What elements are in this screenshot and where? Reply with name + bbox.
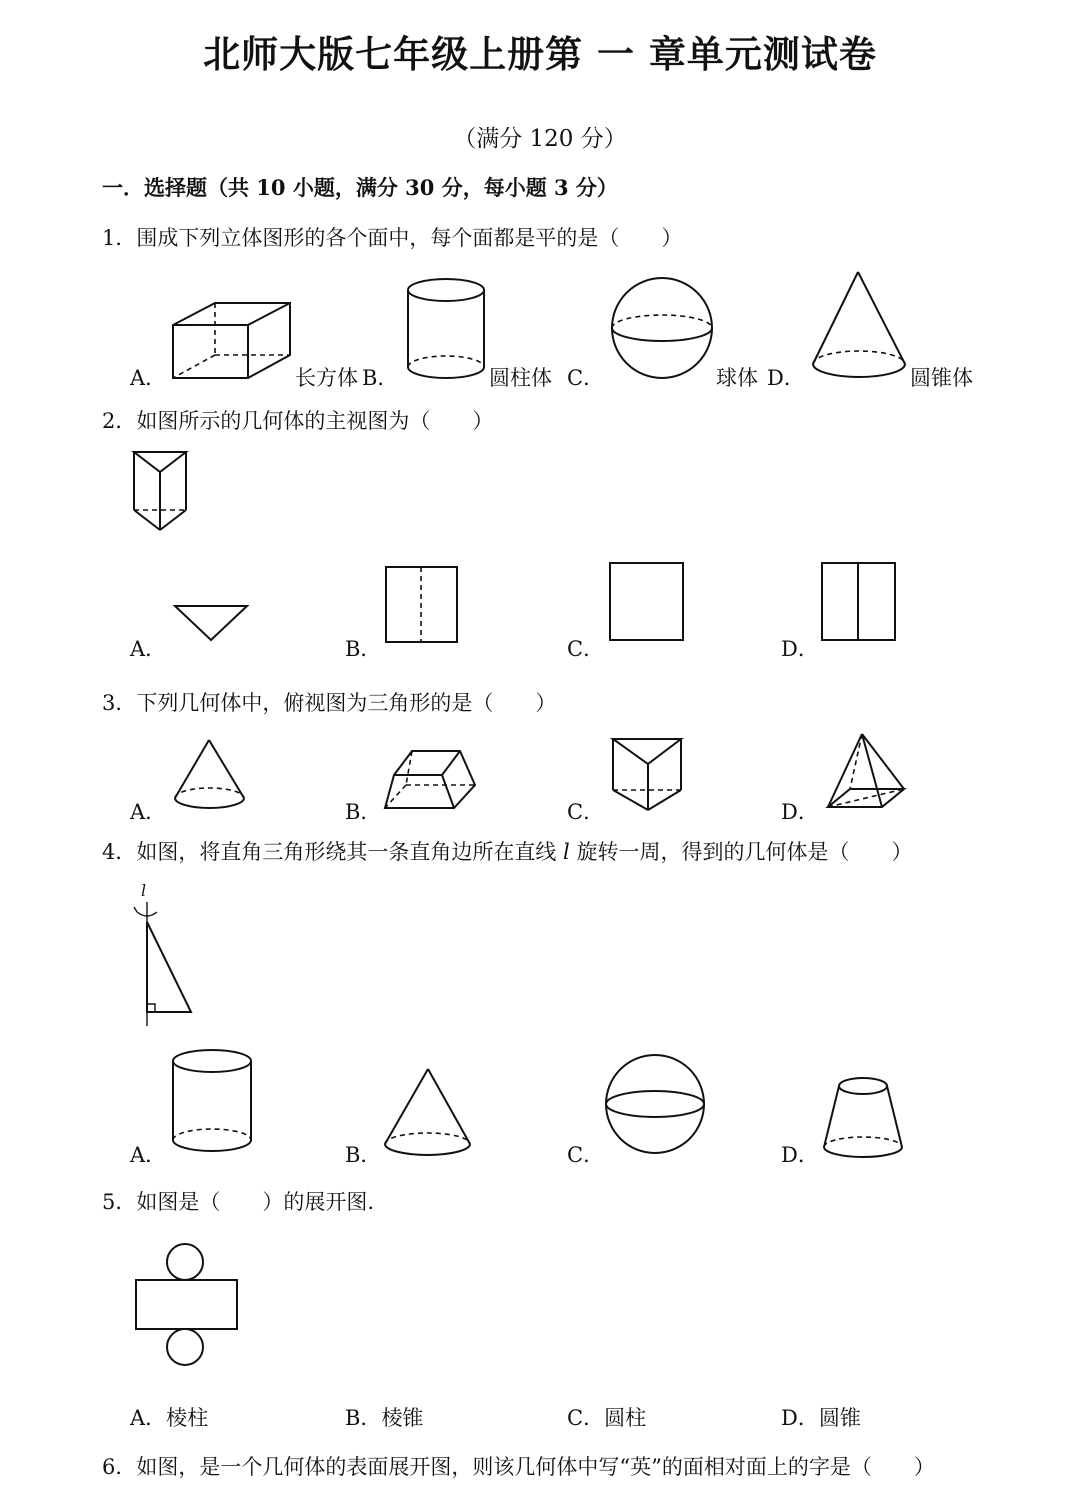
question-5-text: 5．如图是（ ）的展开图. [102, 1190, 375, 1214]
q4-option-c-label: C． [567, 1143, 605, 1167]
question-1-text: 1．围成下列立体图形的各个面中，每个面都是平的是（ ） [102, 226, 683, 250]
q5-option-c-text: 圆柱 [604, 1406, 647, 1430]
sphere-figure [610, 276, 715, 381]
q4-option-a-label: A． [130, 1143, 167, 1167]
question-2-text: 2．如图所示的几何体的主视图为（ ） [102, 409, 494, 433]
cone-figure-small [172, 737, 248, 813]
page-title: 北师大版七年级上册第 一 章单元测试卷 [203, 33, 877, 76]
question-6-text: 6．如图，是一个几何体的表面展开图，则该几何体中写“英”的面相对面上的字是（ ） [102, 1455, 935, 1479]
cylinder-net-figure [133, 1242, 243, 1372]
frustum-prism-figure [382, 745, 480, 813]
q1-option-c-shape: 球体 [716, 366, 758, 390]
cylinder-figure-q4 [170, 1048, 256, 1158]
q1-option-d-shape: 圆锥体 [910, 366, 973, 390]
q2-option-b-label: B． [345, 637, 382, 661]
q5-option-c-label: C． [567, 1406, 605, 1430]
q1-option-b-label: B． [362, 366, 399, 390]
q2-option-d-label: D． [781, 637, 819, 661]
q1-option-a-shape: 长方体 [295, 366, 358, 390]
question-4-text-end: 旋转一周，得到的几何体是（ ） [569, 840, 913, 864]
triangle-view [172, 603, 252, 645]
q1-option-c-label: C． [567, 366, 605, 390]
q5-option-d[interactable] [781, 1402, 861, 1432]
cone-figure-q4 [382, 1066, 474, 1158]
square-pyramid-figure [824, 731, 910, 813]
q5-option-c[interactable] [567, 1402, 646, 1432]
cuboid-figure [170, 300, 295, 385]
right-triangle-rotation-figure [125, 880, 200, 1030]
section-heading: 一．选择题（共 10 小题，满分 30 分，每小题 3 分） [102, 175, 618, 200]
q2-option-a-label: A． [130, 637, 167, 661]
q5-option-a[interactable] [130, 1402, 208, 1432]
square-view [608, 561, 686, 643]
rectangle-dashed-line-view [384, 565, 460, 645]
triangular-prism-figure [132, 450, 190, 536]
question-4-text [102, 836, 912, 866]
q3-option-d-label: D． [781, 800, 819, 824]
q1-option-a-label: A． [130, 366, 167, 390]
question-4-text-start: 4．如图，将直角三角形绕其一条直角边所在直线 [102, 840, 564, 864]
q4-option-d-label: D． [781, 1143, 819, 1167]
q5-option-d-text: 圆锥 [818, 1406, 861, 1430]
question-4-axis-variable: l [563, 840, 570, 864]
q5-option-a-label: A． [130, 1406, 167, 1430]
q5-option-a-text: 棱柱 [166, 1406, 209, 1430]
q5-option-b[interactable] [345, 1402, 423, 1432]
q5-option-b-label: B． [345, 1406, 382, 1430]
triangular-prism-figure-small [610, 736, 685, 814]
cone-figure [810, 270, 910, 382]
axis-l-label: l [141, 881, 147, 900]
q3-option-c-label: C． [567, 800, 605, 824]
q2-option-c-label: C． [567, 637, 605, 661]
q5-option-d-label: D． [781, 1406, 819, 1430]
full-score-note: （满分 120 分） [453, 126, 627, 152]
frustum-figure [820, 1075, 906, 1160]
q5-option-b-text: 棱锥 [381, 1406, 424, 1430]
cylinder-figure [405, 277, 490, 382]
q1-option-b-shape: 圆柱体 [489, 366, 552, 390]
sphere-figure-q4 [603, 1052, 708, 1157]
q3-option-a-label: A． [130, 800, 167, 824]
q1-option-d-label: D． [767, 366, 805, 390]
q4-option-b-label: B． [345, 1143, 382, 1167]
rectangle-solid-line-view [820, 561, 898, 643]
question-3-text: 3．下列几何体中，俯视图为三角形的是（ ） [102, 691, 557, 715]
q3-option-b-label: B． [345, 800, 382, 824]
